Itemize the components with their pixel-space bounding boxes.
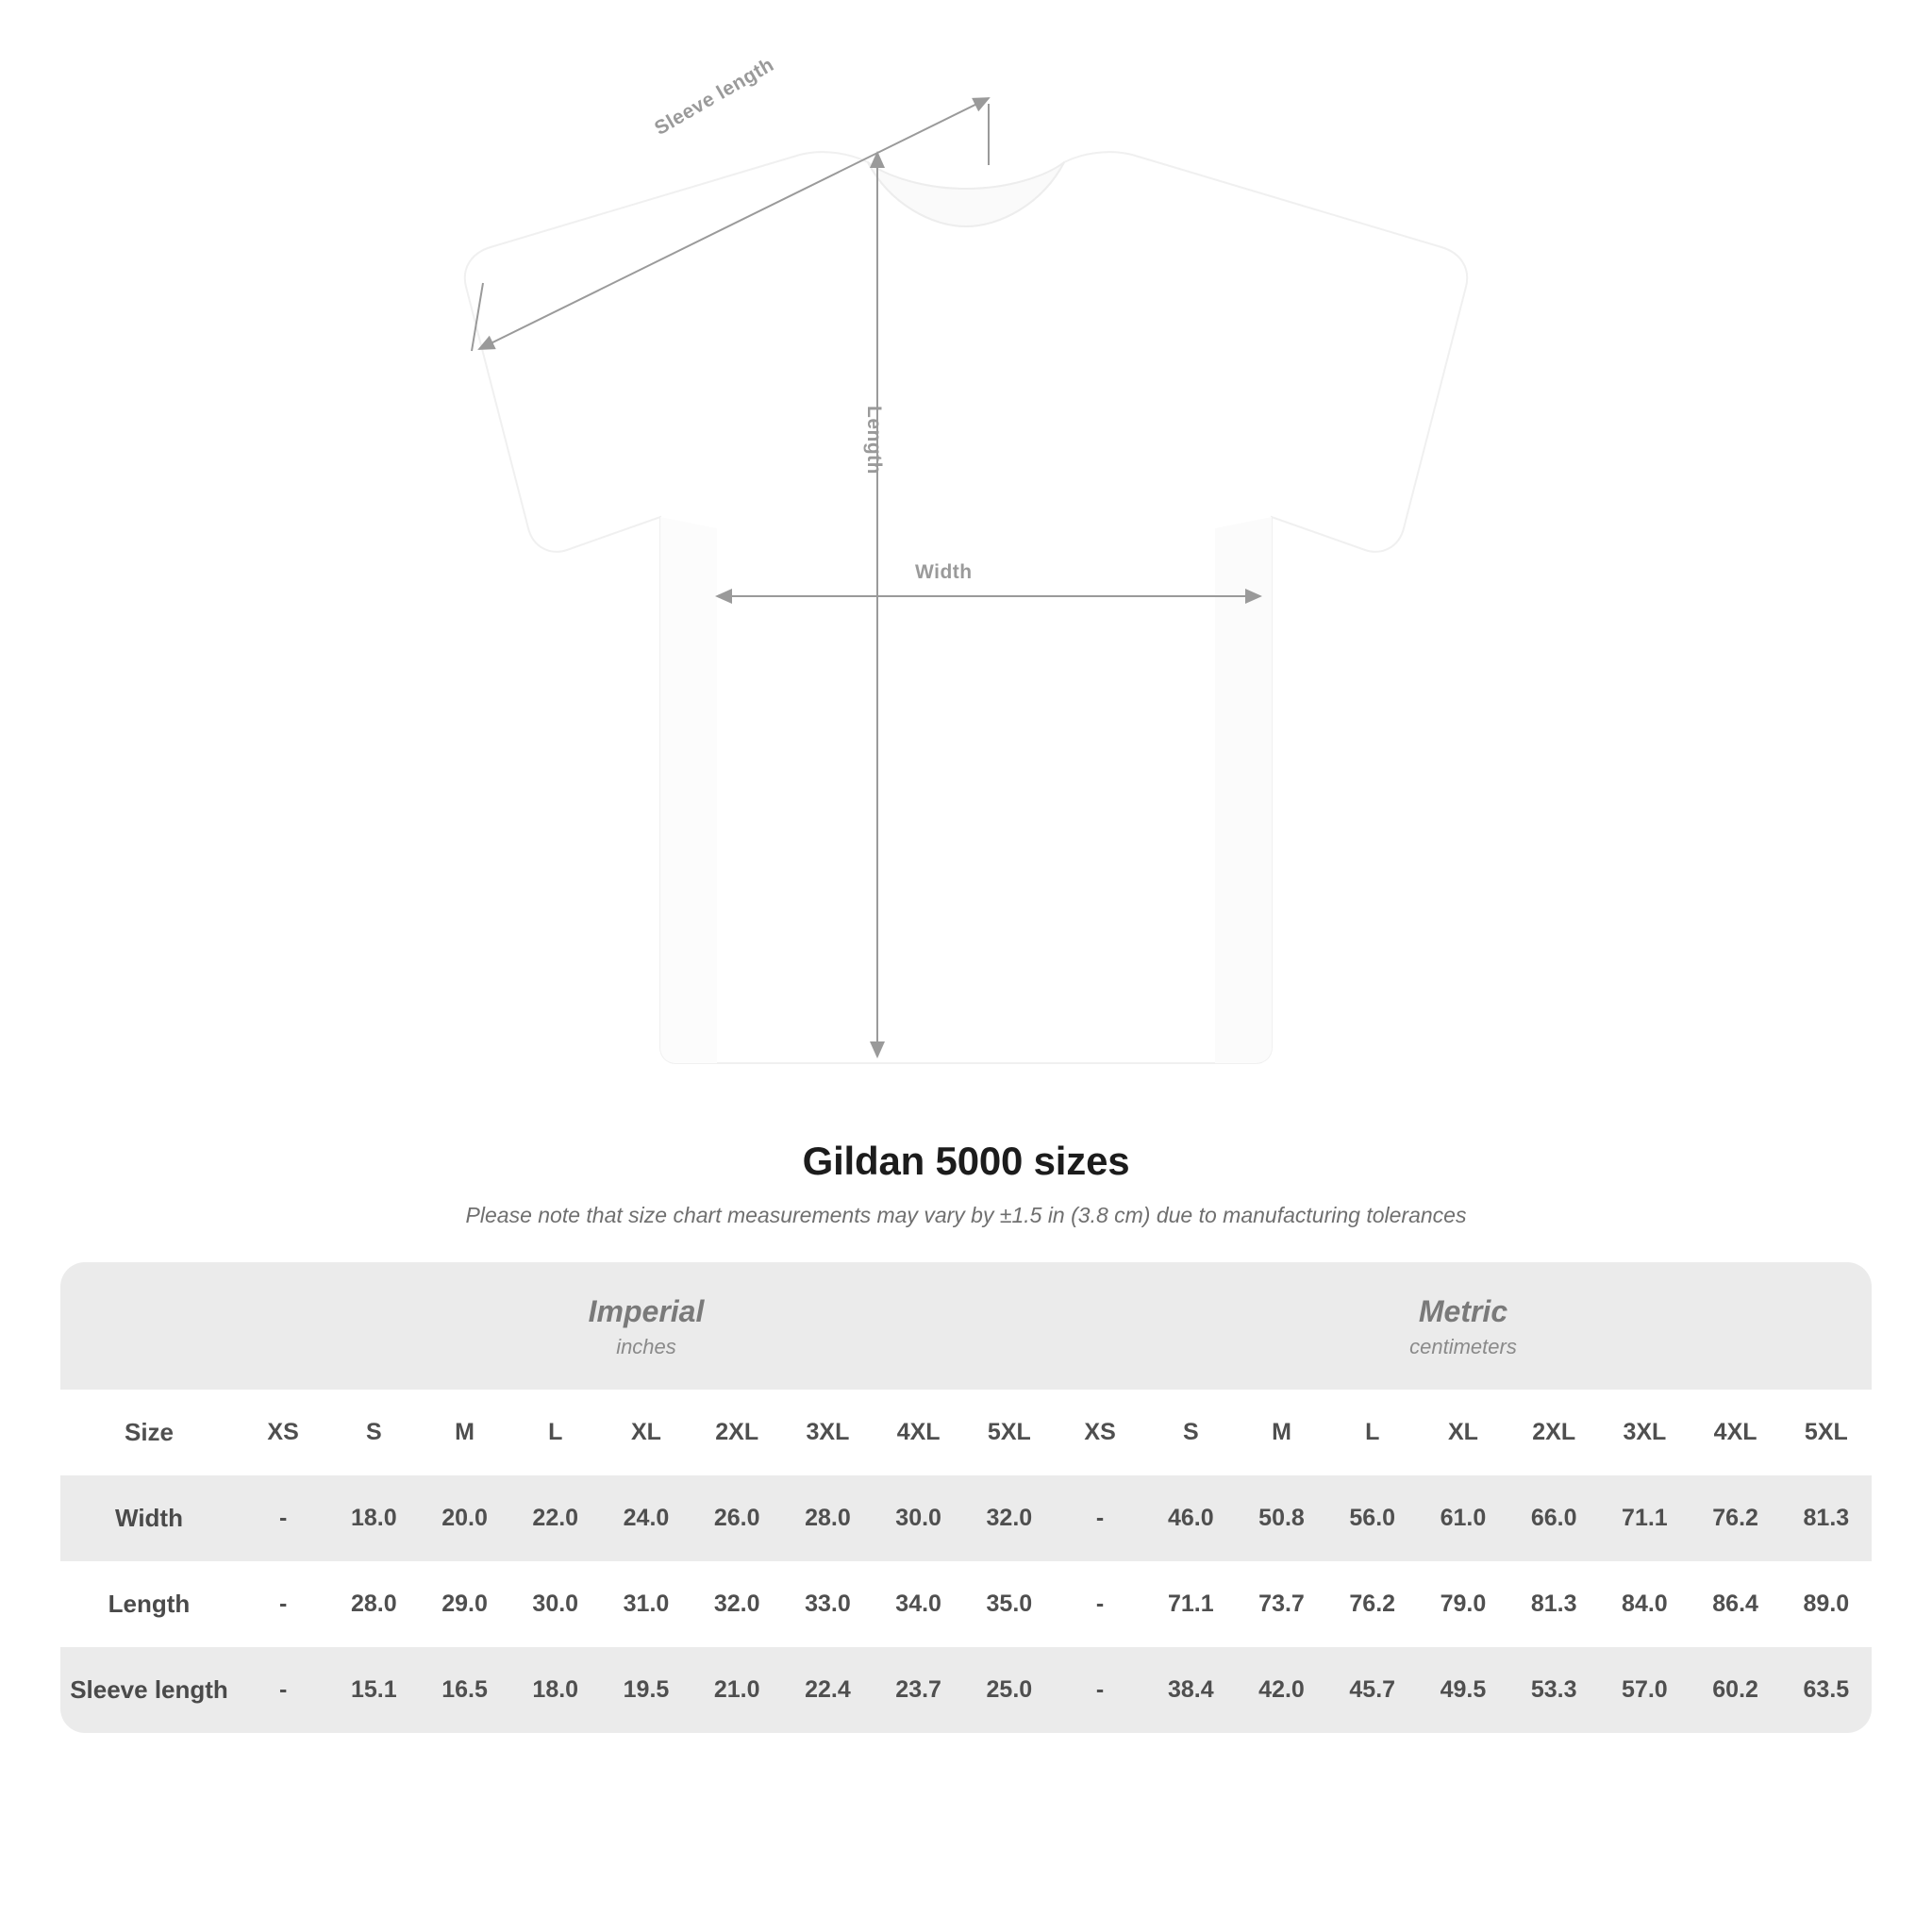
- measurement-cell: 32.0: [691, 1561, 782, 1647]
- measurement-cell: 56.0: [1327, 1475, 1418, 1561]
- measurement-cell: -: [1055, 1561, 1145, 1647]
- measurement-cell: -: [238, 1475, 328, 1561]
- size-header-row: [60, 1390, 1872, 1475]
- tolerance-note: Please note that size chart measurements may vary by ±1.5 in (3.8 cm) due to manufacturing tolerances: [465, 1203, 1467, 1227]
- size-header-cell: 5XL: [1781, 1390, 1872, 1475]
- measurement-label: Sleeve length: [60, 1647, 238, 1733]
- size-header-cell: 3XL: [1599, 1390, 1690, 1475]
- size-header-cell: 3XL: [782, 1390, 873, 1475]
- measurement-cell: 33.0: [782, 1561, 873, 1647]
- measurement-cell: 86.4: [1690, 1561, 1781, 1647]
- measurement-cell: 21.0: [691, 1647, 782, 1733]
- measurement-cell: 18.0: [510, 1647, 601, 1733]
- measurement-cell: 22.0: [510, 1475, 601, 1561]
- measurement-cell: 50.8: [1236, 1475, 1326, 1561]
- unit-group-name: Metric: [1418, 1294, 1508, 1328]
- unit-group-header: [1055, 1262, 1872, 1390]
- unit-group-subtitle: inches: [616, 1334, 676, 1358]
- measurement-cell: 30.0: [510, 1561, 601, 1647]
- measurement-cell: 71.1: [1145, 1561, 1236, 1647]
- size-header-cell: 4XL: [874, 1390, 964, 1475]
- unit-group-name: Imperial: [588, 1294, 705, 1328]
- unit-group-subtitle: centimeters: [1409, 1334, 1517, 1358]
- measurement-cell: 45.7: [1327, 1647, 1418, 1733]
- size-table-body: [60, 1262, 1872, 1733]
- table-row: [60, 1647, 1872, 1733]
- size-table: [60, 1262, 1872, 1733]
- size-header-cell: S: [1145, 1390, 1236, 1475]
- size-table-wrapper: [60, 1262, 1872, 1733]
- length-label: Length: [863, 406, 885, 475]
- measurement-cell: 16.5: [419, 1647, 509, 1733]
- measurement-cell: 84.0: [1599, 1561, 1690, 1647]
- size-header-cell: L: [510, 1390, 601, 1475]
- measurement-cell: 73.7: [1236, 1561, 1326, 1647]
- measurement-cell: 71.1: [1599, 1475, 1690, 1561]
- size-header-cell: 5XL: [964, 1390, 1055, 1475]
- measurement-cell: -: [1055, 1475, 1145, 1561]
- sleeve-length-label: Sleeve length: [651, 54, 778, 140]
- measurement-cell: 49.5: [1418, 1647, 1508, 1733]
- measurement-cell: 24.0: [601, 1475, 691, 1561]
- size-header-cell: XS: [238, 1390, 328, 1475]
- measurement-cell: 61.0: [1418, 1475, 1508, 1561]
- measurement-cell: -: [238, 1647, 328, 1733]
- measurement-cell: -: [238, 1561, 328, 1647]
- measurement-cell: 31.0: [601, 1561, 691, 1647]
- measurement-cell: 15.1: [328, 1647, 419, 1733]
- measurement-cell: 20.0: [419, 1475, 509, 1561]
- measurement-cell: 81.3: [1508, 1561, 1599, 1647]
- measurement-cell: 57.0: [1599, 1647, 1690, 1733]
- measurement-cell: 30.0: [874, 1475, 964, 1561]
- unit-group-header: [238, 1262, 1055, 1390]
- measurement-cell: 53.3: [1508, 1647, 1599, 1733]
- size-header-cell: XL: [1418, 1390, 1508, 1475]
- measurement-cell: 23.7: [874, 1647, 964, 1733]
- width-label: Width: [915, 561, 973, 583]
- size-header-cell: L: [1327, 1390, 1418, 1475]
- measurement-cell: 34.0: [874, 1561, 964, 1647]
- unit-header-row: [60, 1262, 1872, 1390]
- measurement-cell: 28.0: [328, 1561, 419, 1647]
- size-header-cell: 4XL: [1690, 1390, 1781, 1475]
- measurement-cell: 18.0: [328, 1475, 419, 1561]
- measurement-cell: 38.4: [1145, 1647, 1236, 1733]
- size-header-cell: M: [419, 1390, 509, 1475]
- measurement-cell: 22.4: [782, 1647, 873, 1733]
- tshirt-shape: [465, 152, 1467, 1063]
- measurement-cell: 66.0: [1508, 1475, 1599, 1561]
- measurement-cell: 25.0: [964, 1647, 1055, 1733]
- table-row: [60, 1561, 1872, 1647]
- measurement-cell: 29.0: [419, 1561, 509, 1647]
- measurement-cell: 89.0: [1781, 1561, 1872, 1647]
- measurement-cell: 81.3: [1781, 1475, 1872, 1561]
- measurement-cell: 19.5: [601, 1647, 691, 1733]
- table-row: [60, 1475, 1872, 1561]
- measurement-cell: 60.2: [1690, 1647, 1781, 1733]
- measurement-cell: 32.0: [964, 1475, 1055, 1561]
- measurement-cell: 76.2: [1690, 1475, 1781, 1561]
- measurement-cell: 28.0: [782, 1475, 873, 1561]
- measurement-cell: 76.2: [1327, 1561, 1418, 1647]
- page-title: Gildan 5000 sizes: [802, 1139, 1130, 1183]
- measurement-cell: 26.0: [691, 1475, 782, 1561]
- title-block: [0, 1139, 1932, 1228]
- measurement-cell: 35.0: [964, 1561, 1055, 1647]
- measurement-cell: -: [1055, 1647, 1145, 1733]
- size-header-cell: 2XL: [691, 1390, 782, 1475]
- measurement-label: Length: [60, 1561, 238, 1647]
- measurement-cell: 46.0: [1145, 1475, 1236, 1561]
- measurement-cell: 79.0: [1418, 1561, 1508, 1647]
- measurement-cell: 42.0: [1236, 1647, 1326, 1733]
- size-header-label: Size: [60, 1390, 238, 1475]
- size-header-cell: S: [328, 1390, 419, 1475]
- unit-header-spacer: [60, 1262, 238, 1390]
- size-header-cell: M: [1236, 1390, 1326, 1475]
- measurement-label: Width: [60, 1475, 238, 1561]
- measurement-cell: 63.5: [1781, 1647, 1872, 1733]
- size-header-cell: XL: [601, 1390, 691, 1475]
- size-header-cell: 2XL: [1508, 1390, 1599, 1475]
- size-header-cell: XS: [1055, 1390, 1145, 1475]
